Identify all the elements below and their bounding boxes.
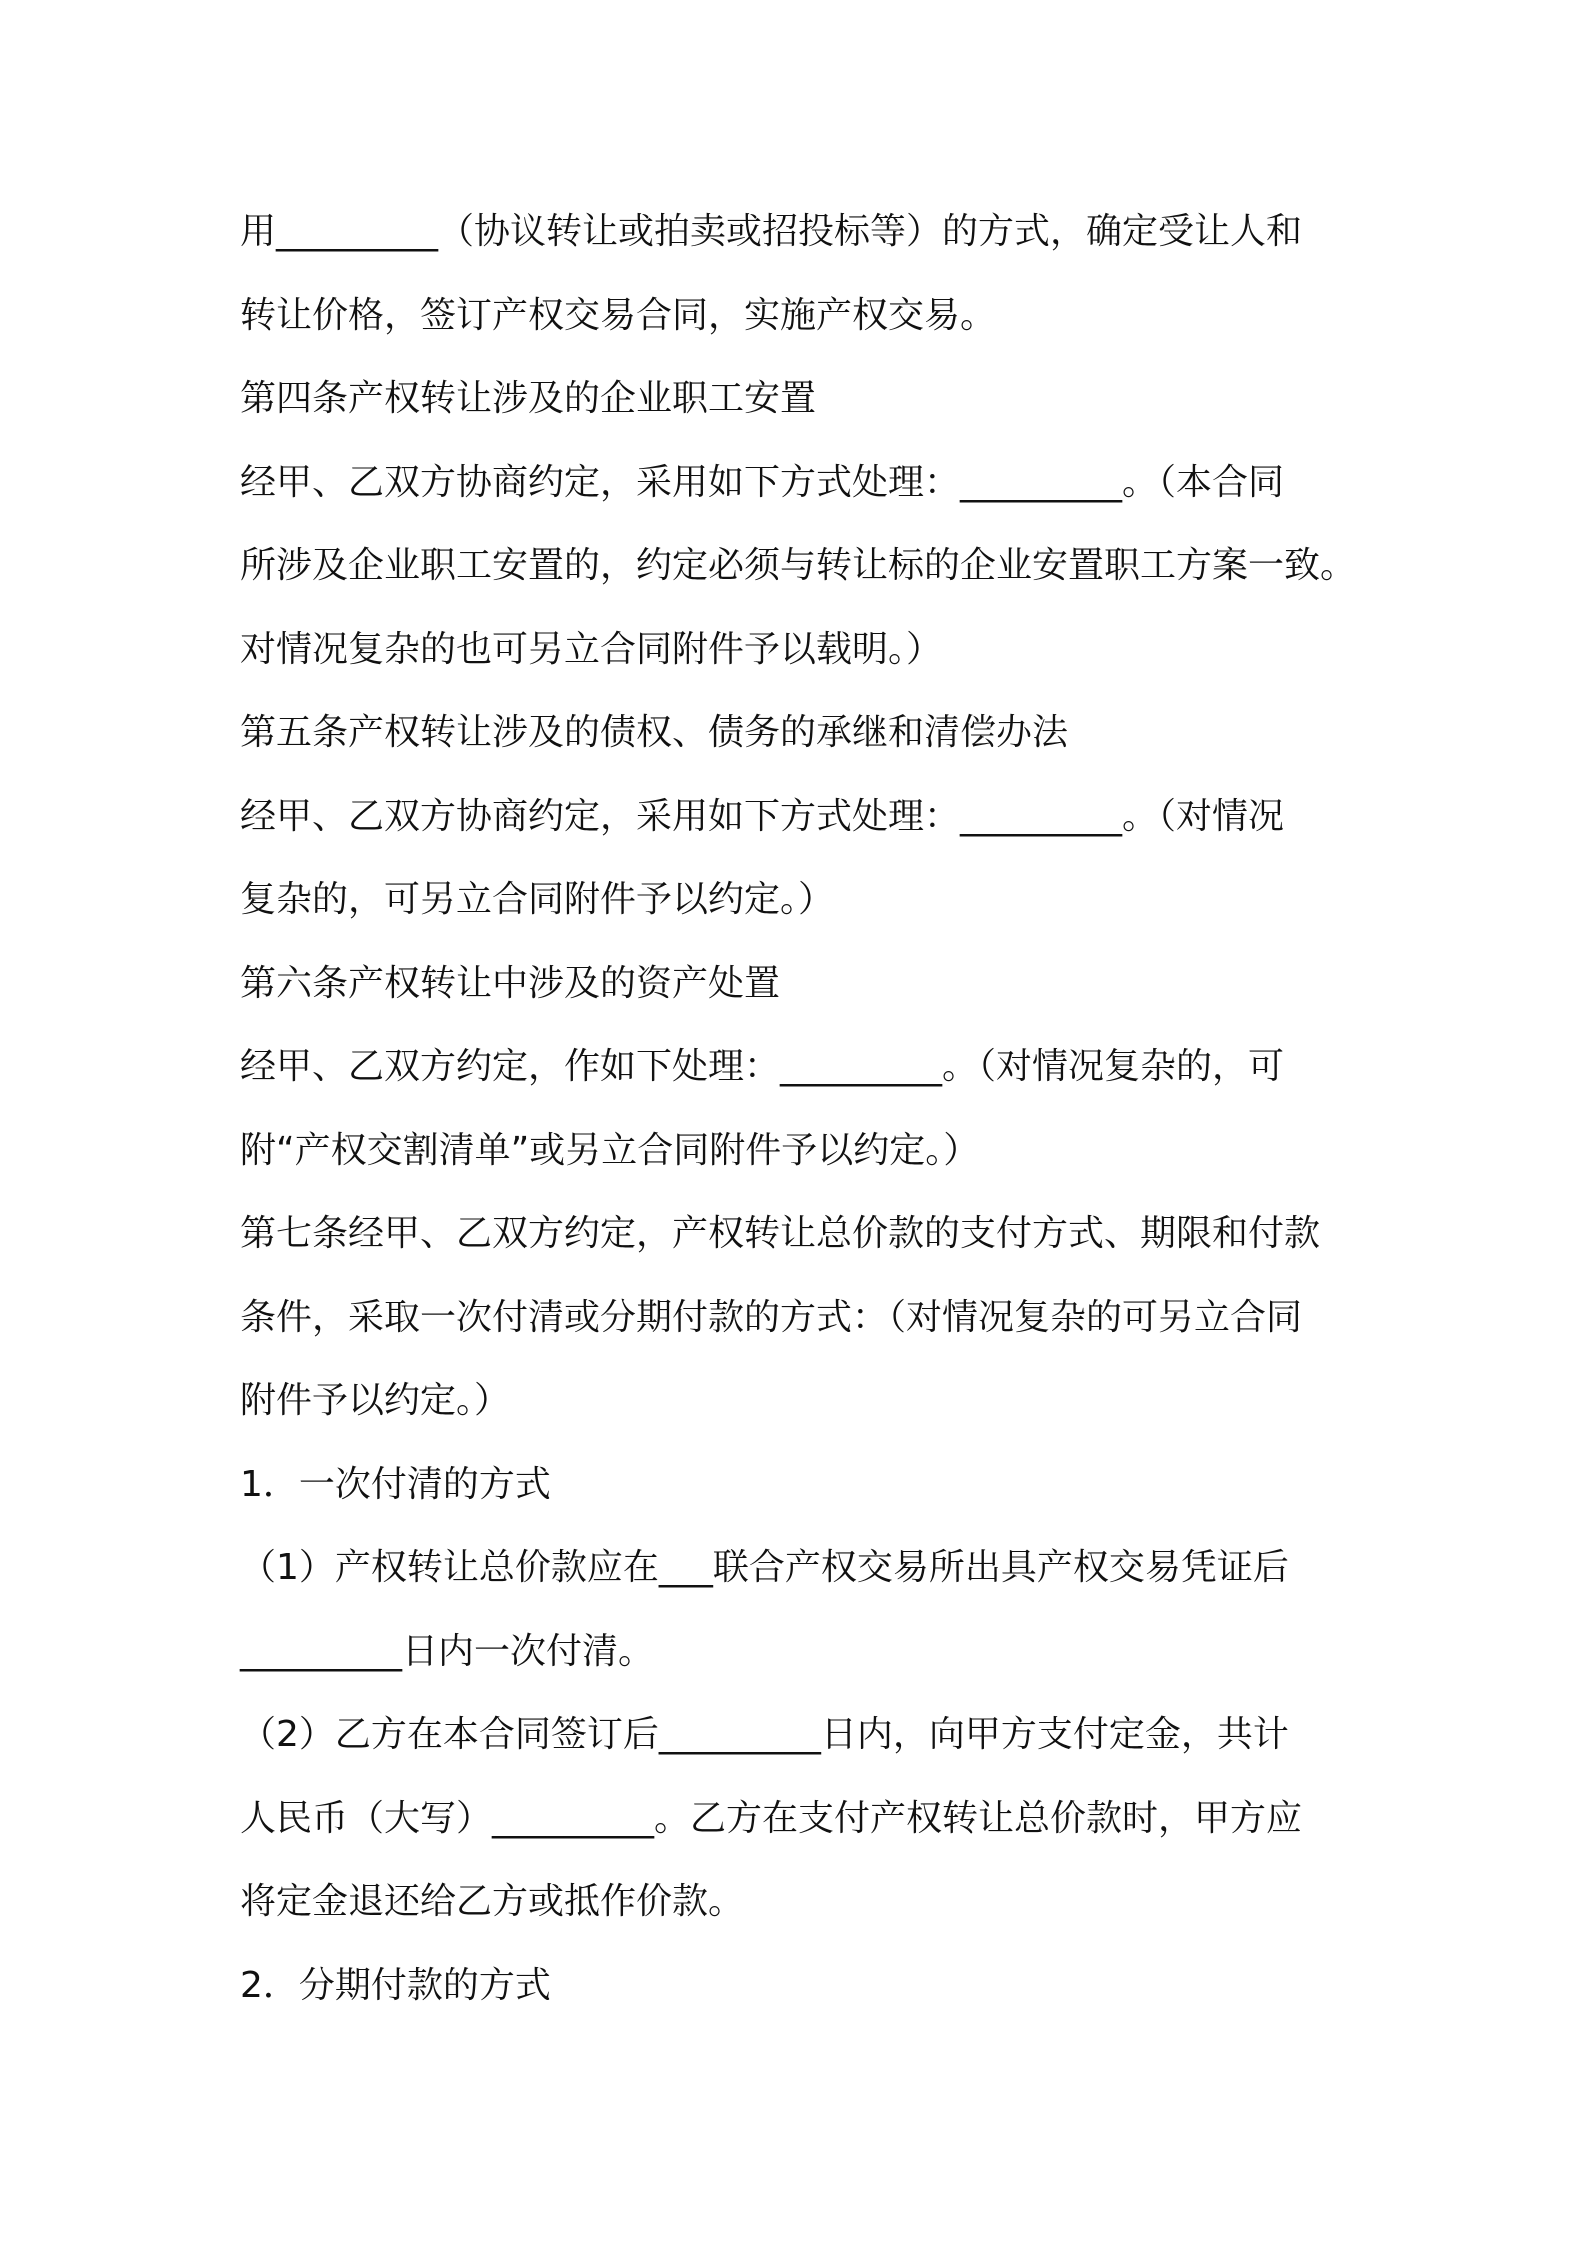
text-line: 用_________（协议转让或拍卖或招投标等）的方式，确定受让人和 (240, 211, 1303, 252)
section-heading: 2．分期付款的方式 (240, 1964, 551, 2006)
text-line: 经甲、乙双方约定，作如下处理：_________。（对情况复杂的，可 (240, 1046, 1285, 1087)
text-line: _________日内一次付清。 (240, 1630, 655, 1672)
section-heading: 1．一次付清的方式 (240, 1463, 551, 1505)
article-heading: 第五条产权转让涉及的债权、债务的承继和清偿办法 (240, 712, 1069, 753)
text-line: 将定金退还给乙方或抵作价款。 (240, 1881, 745, 1922)
text-line: 附“产权交割清单”或另立合同附件予以约定。） (240, 1129, 980, 1171)
text-line: 所涉及企业职工安置的，约定必须与转让标的企业安置职工方案一致。 (240, 545, 1357, 586)
text-line: 附件予以约定。） (240, 1380, 511, 1421)
text-line: 复杂的，可另立合同附件予以约定。） (240, 879, 835, 920)
text-line: 对情况复杂的也可另立合同附件予以载明。） (240, 628, 943, 670)
text-line: 转让价格，签订产权交易合同，实施产权交易。 (240, 294, 997, 336)
article-heading: 第六条产权转让中涉及的资产处置 (240, 962, 781, 1004)
text-line: 人民币（大写）_________。乙方在支付产权转让总价款时，甲方应 (240, 1797, 1303, 1839)
text-line: （2）乙方在本合同签订后_________日内，向甲方支付定金，共计 (240, 1714, 1289, 1755)
article-heading: 第四条产权转让涉及的企业职工安置 (240, 378, 817, 419)
text-line: 第七条经甲、乙双方约定，产权转让总价款的支付方式、期限和付款 (240, 1213, 1321, 1254)
text-line: （1）产权转让总价款应在___联合产权交易所出具产权交易凭证后 (240, 1547, 1289, 1588)
text-line: 经甲、乙双方协商约定，采用如下方式处理：_________。（对情况 (240, 795, 1285, 837)
document-body (240, 190, 1370, 2027)
text-line: 条件，采取一次付清或分期付款的方式：（对情况复杂的可另立合同 (240, 1296, 1303, 1338)
text-line: 经甲、乙双方协商约定，采用如下方式处理：_________。（本合同 (240, 461, 1285, 503)
